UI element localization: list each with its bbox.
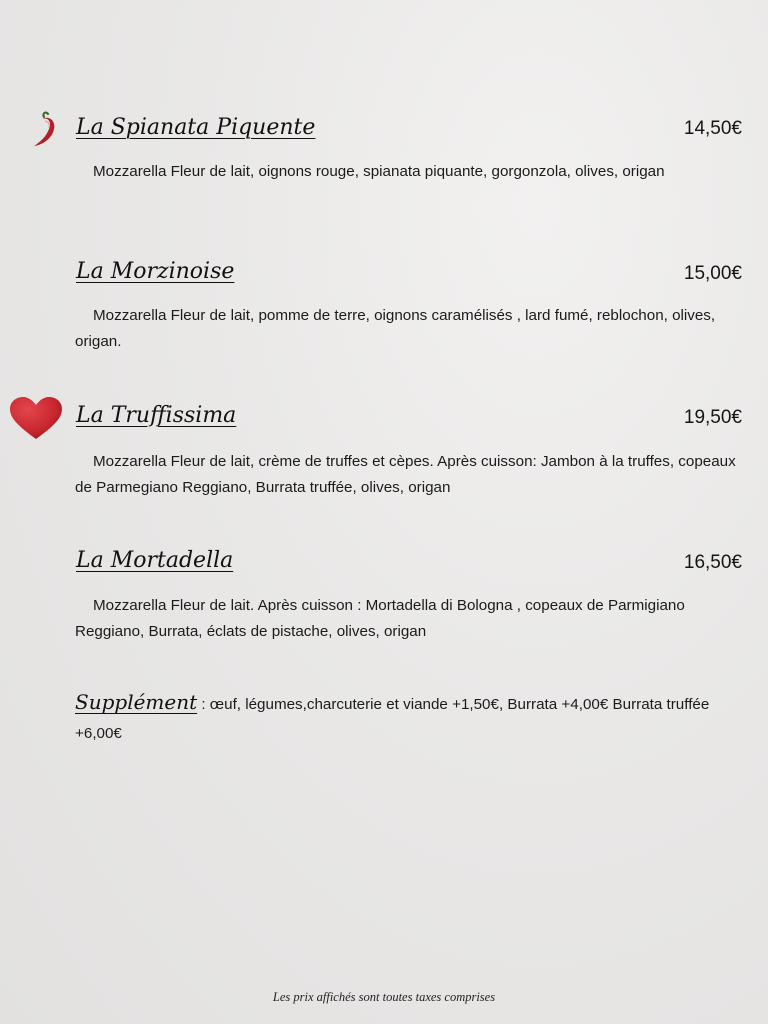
footer-note: Les prix affichés sont toutes taxes comprises xyxy=(272,990,496,1004)
item-description: Mozzarella Fleur de lait, oignons rouge, spianata piquante, gorgonzola, olives, origan xyxy=(93,163,665,180)
item-title: La Mortadella xyxy=(76,548,234,573)
item-price: 14,50€ xyxy=(683,118,742,139)
heart-icon xyxy=(8,396,64,442)
supplement-note xyxy=(75,688,745,748)
item-price: 15,00€ xyxy=(683,263,742,284)
item-title: La Morzinoise xyxy=(76,259,235,284)
item-description: Mozzarella Fleur de lait. Après cuisson : Mortadella di Bologna , copeaux de Parmigiano Reggiano, Burrata, éclats de pistache, olives, origan xyxy=(75,597,685,640)
chili-pepper-icon xyxy=(30,111,60,149)
item-price: 16,50€ xyxy=(683,552,742,573)
item-description: Mozzarella Fleur de lait, pomme de terre, oignons caramélisés , lard fumé, reblochon, olives, origan. xyxy=(75,307,716,350)
item-title: La Truffissima xyxy=(76,403,237,428)
supplement-text: : œuf, légumes,charcuterie et viande +1,50€, Burrata +4,00€ Burrata truffée +6,00€ xyxy=(75,696,710,742)
supplement-label: Supplément xyxy=(75,690,198,714)
item-price: 19,50€ xyxy=(683,407,742,428)
item-title: La Spianata Piquente xyxy=(76,115,316,140)
item-description: Mozzarella Fleur de lait, crème de truffes et cèpes. Après cuisson: Jambon à la truffes, copeaux de Parmegiano Reggiano, Burrata truffée, olives, origan xyxy=(75,453,736,496)
